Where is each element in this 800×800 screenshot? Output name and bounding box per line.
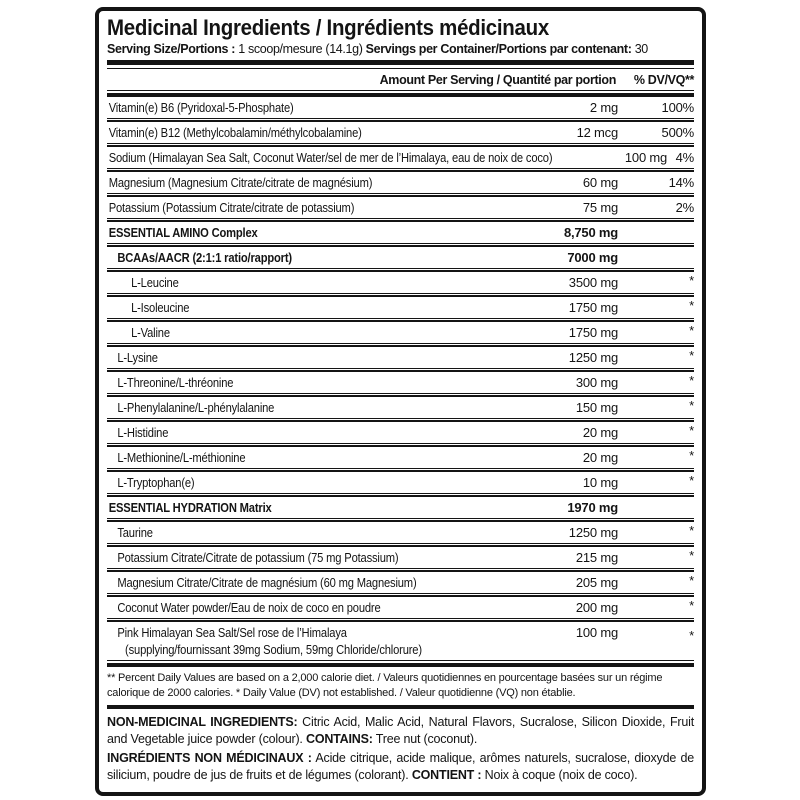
servings-per-container-label: Servings per Container/Portions par contenant: <box>365 42 632 56</box>
ingredients-table <box>107 97 694 660</box>
ingredient-name: L-Phenylalanine/L-phénylalanine <box>117 400 275 416</box>
ingredient-name: L-Isoleucine <box>131 300 190 316</box>
non-medicinal-en <box>107 714 694 748</box>
ingredient-name: L-Leucine <box>131 275 179 291</box>
ingredient-amount: 75 mg <box>582 200 618 216</box>
non-medicinal-fr <box>107 750 694 784</box>
ingredient-amount: 300 mg <box>575 375 618 391</box>
ingredient-dv: 100% <box>661 100 694 115</box>
divider-heavy <box>107 660 694 667</box>
ingredient-amount: 1970 mg <box>567 500 618 516</box>
non-medicinal-en-text: Citric Acid, Malic Acid, Natural Flavors, Sucralose, Silicon Dioxide, Fruit and Vegetable juice powder (colour). <box>107 715 694 746</box>
ingredient-name: Magnesium (Magnesium Citrate/citrate de magnésium) <box>108 175 373 191</box>
ingredient-row <box>107 372 694 393</box>
ingredient-dv-asterisk: * <box>689 598 694 614</box>
ingredient-row <box>107 172 694 193</box>
ingredient-row <box>107 497 694 518</box>
ingredient-row <box>107 622 694 660</box>
non-medicinal-fr-label: INGRÉDIENTS NON MÉDICINAUX : <box>107 751 312 765</box>
ingredient-row <box>107 147 694 168</box>
ingredient-dv-asterisk: * <box>689 398 694 414</box>
ingredient-amount: 7000 mg <box>567 250 618 266</box>
ingredient-row <box>107 547 694 568</box>
ingredient-row <box>107 422 694 443</box>
divider-heavy-top <box>107 60 694 69</box>
ingredient-dv-asterisk: * <box>689 523 694 539</box>
ingredient-dv-asterisk: * <box>689 628 694 644</box>
ingredient-name: L-Lysine <box>117 350 158 366</box>
dv-column-header: % DV/VQ** <box>633 72 694 87</box>
ingredient-dv-asterisk: * <box>689 548 694 564</box>
ingredient-name: Pink Himalayan Sea Salt/Sel rose de l’Himalaya (supplying/fournissant 39mg Sodium, 59mg Chloride/chlorure) <box>107 624 473 658</box>
ingredient-dv-asterisk: * <box>689 448 694 464</box>
divider-heavy <box>107 90 694 97</box>
ingredient-amount: 10 mg <box>582 475 618 491</box>
ingredient-amount: 150 mg <box>575 400 618 416</box>
non-medicinal-section <box>107 714 694 786</box>
ingredient-amount: 2 mg <box>589 100 618 115</box>
ingredient-name: L-Valine <box>131 325 170 341</box>
non-medicinal-en-label: NON-MEDICINAL INGREDIENTS: <box>107 715 298 729</box>
ingredient-row <box>107 347 694 368</box>
ingredient-name: L-Histidine <box>117 425 169 441</box>
ingredient-name: L-Threonine/L-thréonine <box>117 375 234 391</box>
ingredient-name: Potassium Citrate/Citrate de potassium (75 mg Potassium) <box>117 550 399 566</box>
serving-info <box>107 41 694 57</box>
ingredient-dv-asterisk: * <box>689 423 694 439</box>
ingredient-row <box>107 397 694 418</box>
ingredient-dv-asterisk: * <box>689 273 694 289</box>
panel-title: Medicinal Ingredients / Ingrédients médicinaux <box>107 15 549 40</box>
supplement-facts-panel <box>95 7 706 796</box>
ingredient-amount: 215 mg <box>575 550 618 566</box>
ingredient-dv-asterisk: * <box>689 298 694 314</box>
ingredient-amount: 20 mg <box>582 450 618 466</box>
ingredient-dv: 4% <box>675 150 694 166</box>
serving-size-label: Serving Size/Portions : <box>107 42 236 56</box>
ingredient-amount: 1250 mg <box>568 350 618 366</box>
amount-column-header: Amount Per Serving / Quantité par portion <box>379 72 616 87</box>
ingredient-name: Magnesium Citrate/Citrate de magnésium (60 mg Magnesium) <box>117 575 417 591</box>
ingredient-amount: 1250 mg <box>568 525 618 541</box>
ingredient-amount: 20 mg <box>582 425 618 441</box>
ingredient-amount: 100 mg <box>624 150 668 166</box>
ingredient-name: BCAAs/AACR (2:1:1 ratio/rapport) <box>117 250 292 266</box>
contains-text: Tree nut (coconut). <box>375 732 478 746</box>
non-medicinal-fr-text: Acide citrique, acide malique, arômes naturels, sucralose, dioxyde de silicium, poudre de jus de fruits et de légumes (colorant). <box>107 751 694 782</box>
ingredient-amount: 1750 mg <box>568 300 618 316</box>
ingredient-name: ESSENTIAL HYDRATION Matrix <box>108 500 272 516</box>
ingredient-row <box>107 122 694 143</box>
ingredient-row <box>107 447 694 468</box>
ingredient-row <box>107 97 694 118</box>
ingredient-row <box>107 197 694 218</box>
ingredient-name: L-Tryptophan(e) <box>117 475 195 491</box>
ingredient-row <box>107 322 694 343</box>
contient-text: Noix à coque (noix de coco). <box>484 768 638 782</box>
divider-bar <box>107 705 694 709</box>
ingredient-name: Taurine <box>117 525 153 541</box>
ingredient-row <box>107 522 694 543</box>
ingredient-dv-asterisk: * <box>689 323 694 339</box>
ingredient-name: Coconut Water powder/Eau de noix de coco en poudre <box>117 600 381 616</box>
ingredient-dv: 2% <box>675 200 694 216</box>
ingredient-amount: 205 mg <box>575 575 618 591</box>
ingredient-dv: 500% <box>661 125 694 141</box>
contains-label: CONTAINS: <box>306 732 373 746</box>
column-headers <box>107 69 694 90</box>
ingredient-amount: 60 mg <box>582 175 618 191</box>
ingredient-dv: 14% <box>668 175 694 191</box>
ingredient-row <box>107 247 694 268</box>
ingredient-name: Potassium (Potassium Citrate/citrate de potassium) <box>108 200 355 216</box>
ingredient-row <box>107 472 694 493</box>
ingredient-amount: 3500 mg <box>568 275 618 291</box>
ingredient-amount: 12 mcg <box>576 125 618 141</box>
ingredient-name: L-Methionine/L-méthionine <box>117 450 246 466</box>
ingredient-name: ESSENTIAL AMINO Complex <box>108 225 258 241</box>
ingredient-name: Vitamin(e) B6 (Pyridoxal-5-Phosphate) <box>108 100 294 115</box>
ingredient-name: Sodium (Himalayan Sea Salt, Coconut Water/sel de mer de l’Himalaya, eau de noix de coco) <box>108 150 553 166</box>
ingredient-row <box>107 272 694 293</box>
ingredient-row <box>107 297 694 318</box>
daily-value-footnote: ** Percent Daily Values are based on a 2,000 calorie diet. / Valeurs quotidiennes en pourcentage basées sur un régime calorique de 2000 calories. * Daily Value (DV) not established. / Valeur quotidienne (VQ) non établie. <box>107 672 663 699</box>
ingredient-amount: 8,750 mg <box>563 225 618 241</box>
ingredient-name: Vitamin(e) B12 (Methylcobalamin/méthylcobalamine) <box>108 125 362 141</box>
ingredient-subline: (supplying/fournissant 39mg Sodium, 59mg Chloride/chlorure) <box>125 642 422 658</box>
ingredient-row <box>107 572 694 593</box>
ingredient-row <box>107 222 694 243</box>
ingredient-dv-asterisk: * <box>689 573 694 589</box>
servings-per-container-value: 30 <box>634 42 648 56</box>
contient-label: CONTIENT : <box>411 768 482 782</box>
ingredient-amount: 200 mg <box>575 600 618 616</box>
serving-size-value: 1 scoop/mesure (14.1g) <box>238 42 363 56</box>
ingredient-amount: 100 mg <box>575 625 618 641</box>
ingredient-dv-asterisk: * <box>689 473 694 489</box>
ingredient-row <box>107 597 694 618</box>
ingredient-amount: 1750 mg <box>568 325 618 341</box>
ingredient-dv-asterisk: * <box>689 348 694 364</box>
ingredient-dv-asterisk: * <box>689 373 694 389</box>
